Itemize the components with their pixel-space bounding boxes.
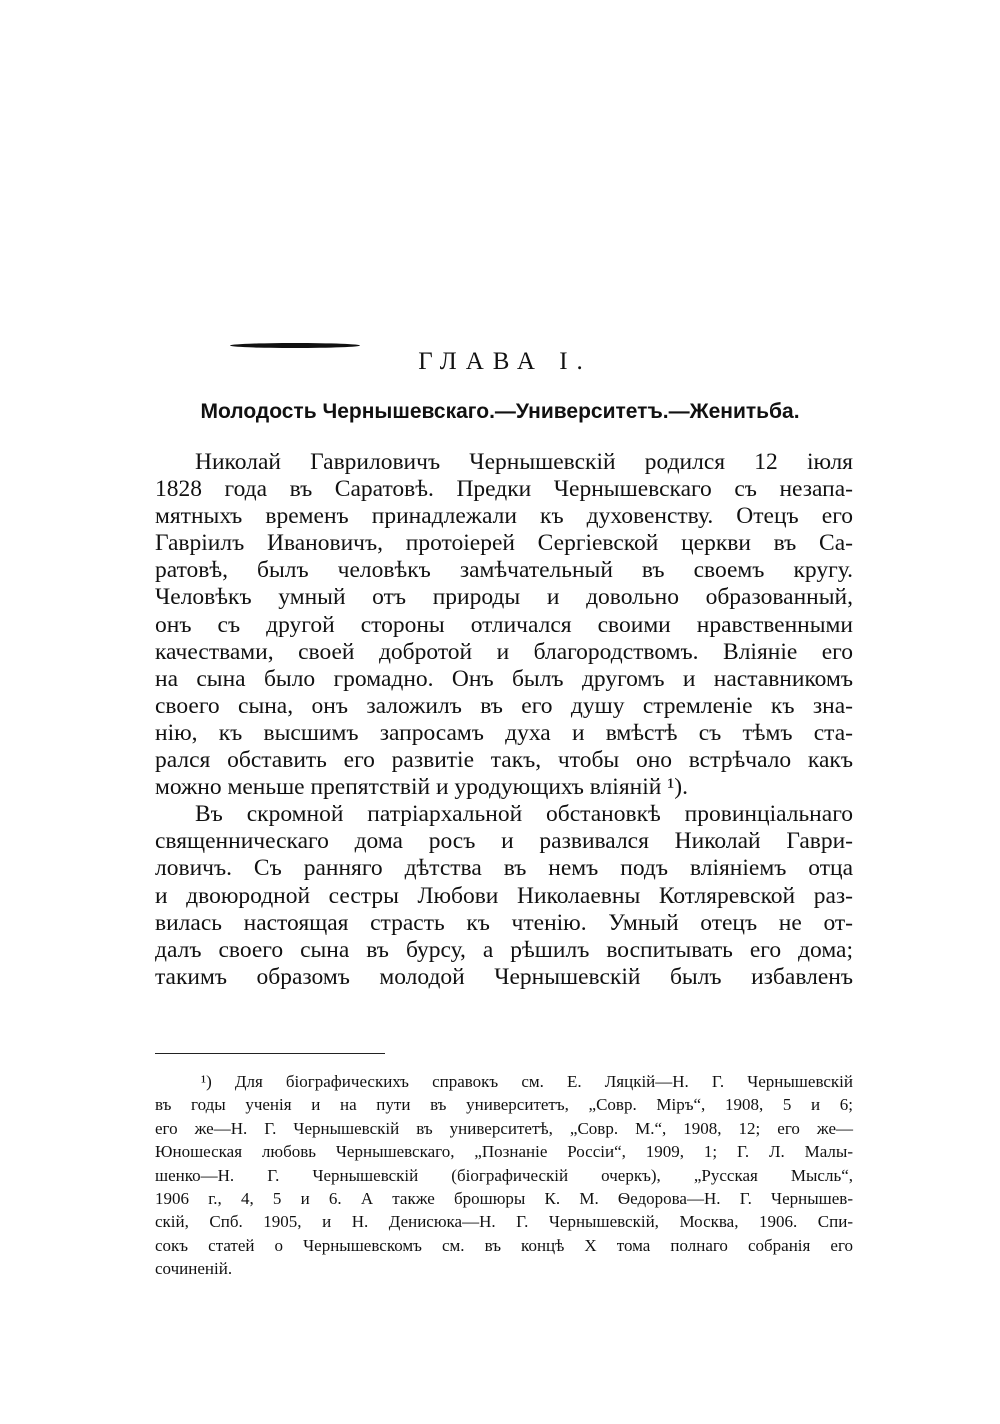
footnote-line: сокъ статей о Чернышевскомъ см. въ концѣ X тома полнаго собранія его	[155, 1235, 853, 1255]
body-line: далъ своего сына въ бурсу, а рѣшилъ воспитывать его дома;	[155, 936, 853, 963]
body-line: священническаго дома росъ и развивался Николай Гаври-	[155, 828, 853, 855]
body-line: рался обставить его развитіе такъ, чтобы оно встрѣчало какъ	[155, 747, 853, 774]
body-line: на сына было громадно. Онъ былъ другомъ и наставникомъ	[155, 665, 853, 692]
footnotes	[155, 1070, 853, 1281]
footnote-line: скій, Спб. 1905, и Н. Денисюка—Н. Г. Чернышевскій, Москва, 1906. Спи-	[155, 1212, 853, 1232]
body-line: Въ скромной патріархальной обстановкѣ провинціальнаго	[195, 801, 853, 828]
body-line: своего сына, онъ заложилъ въ его душу стремленіе къ зна-	[155, 692, 853, 719]
chapter-title: ГЛАВА I.	[418, 348, 592, 375]
footnote-line: его же—Н. Г. Чернышевскій въ университетѣ, „Совр. М.“, 1908, 12; его же—	[155, 1118, 853, 1138]
body-line: мятныхъ временъ принадлежали къ духовенству. Отецъ его	[155, 503, 853, 530]
body-line: вилась настоящая страсть къ чтенію. Умный отецъ не от-	[155, 909, 853, 936]
footnote-line: 1906 г., 4, 5 и 6. А также брошюры К. М. Ѳедорова—Н. Г. Чернышев-	[155, 1188, 853, 1208]
body-line: нію, къ высшимъ запросамъ духа и вмѣстѣ съ тѣмъ ста-	[155, 719, 853, 746]
body-line: 1828 года въ Саратовѣ. Предки Чернышевскаго съ незапа-	[155, 476, 853, 503]
body-line: можно меньше препятствій и уродующихъ вліяній ¹).	[155, 774, 688, 801]
body-line: Гавріилъ Ивановичъ, протоіерей Сергіевской церкви въ Са-	[155, 530, 853, 557]
body-line: качествами, своей добротой и благородствомъ. Вліяніе его	[155, 638, 853, 665]
body-line: такимъ образомъ молодой Чернышевскій былъ избавленъ	[155, 963, 853, 990]
footnote-line: Юношеская любовь Чернышевскаго, „Познаніе Россіи“, 1909, 1; Г. Л. Малы-	[155, 1142, 853, 1162]
footnote-rule	[155, 1053, 385, 1054]
footnote-line: въ годы ученія и на пути въ университетъ, „Совр. Міръ“, 1908, 5 и 6;	[155, 1095, 853, 1115]
body-line: Человѣкъ умный отъ природы и довольно образованный,	[155, 584, 853, 611]
body-line: и двоюродной сестры Любови Николаевны Котляревской раз-	[155, 882, 853, 909]
body-line: онъ съ другой стороны отличался своими нравственными	[155, 611, 853, 638]
footnote-line: шенко—Н. Г. Чернышевскій (біографическій очеркъ), „Русская Мысль“,	[155, 1165, 853, 1185]
footnote-line: ¹) Для біографическихъ справокъ см. Е. Ляцкій—Н. Г. Чернышевскій	[201, 1072, 853, 1091]
body-text	[155, 449, 853, 991]
body-line: ратовѣ, былъ человѣкъ замѣчательный въ своемъ кругу.	[155, 557, 853, 584]
body-line: ловичъ. Съ ранняго дѣтства въ немъ подъ вліяніемъ отца	[155, 855, 853, 882]
chapter-subtitle: Молодость Чернышевскаго.—Университетъ.—Женитьба.	[200, 400, 800, 423]
footnote-line: сочиненій.	[155, 1259, 233, 1279]
body-line: Николай Гавриловичъ Чернышевскій родился 12 іюля	[195, 449, 853, 475]
